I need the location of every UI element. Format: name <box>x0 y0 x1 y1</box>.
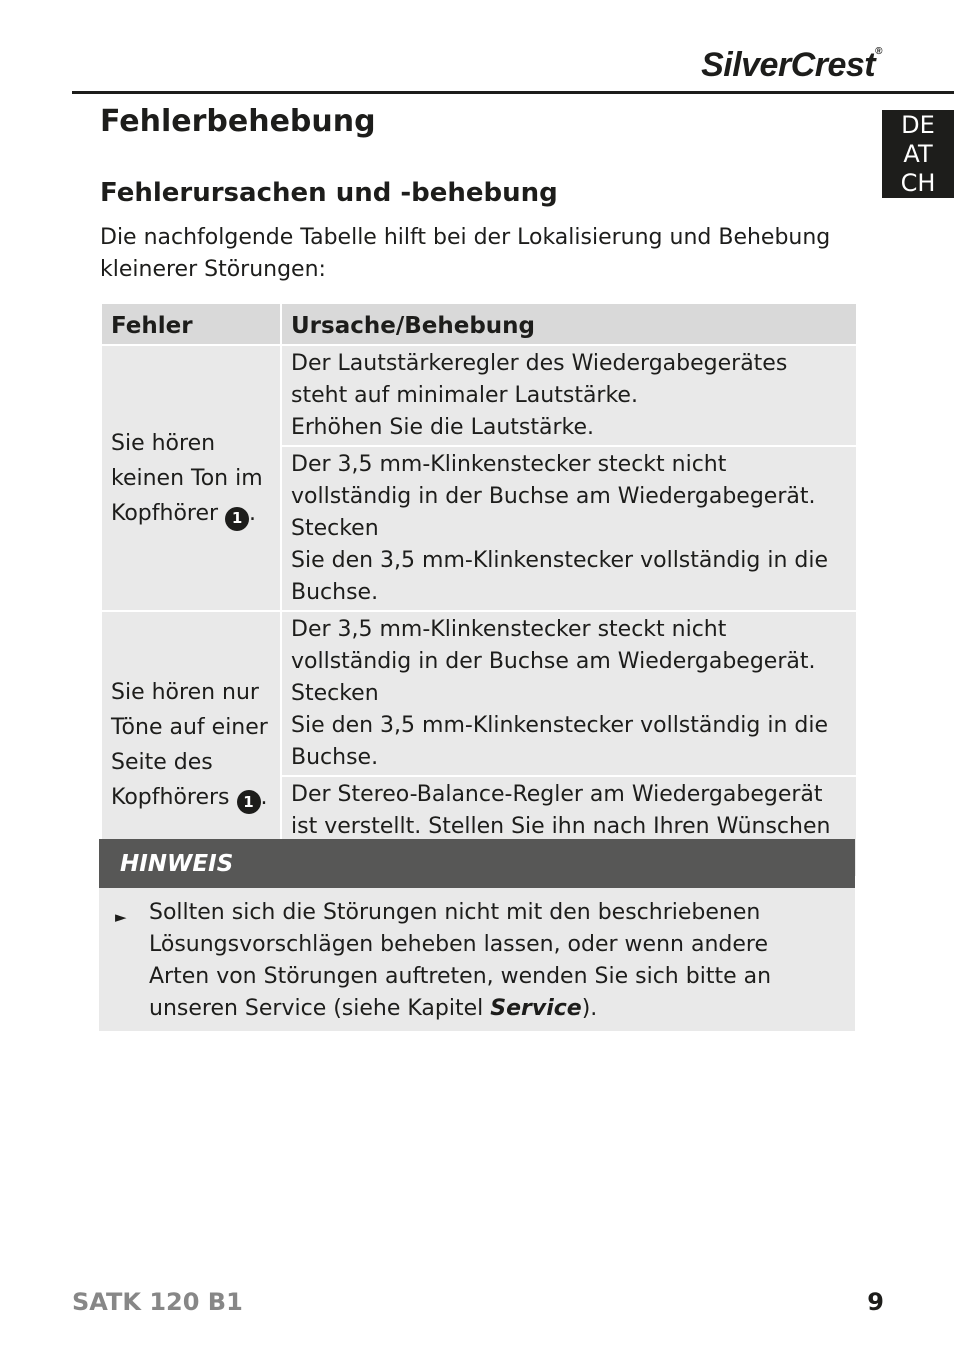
intro-text: Die nachfolgende Tabelle hilft bei der Lokalisierung und Behebung kleinerer Störungen: <box>100 225 831 282</box>
remedy-text: Sie den 3,5 mm-Klinkenstecker vollständig in die Buchse. <box>291 548 829 605</box>
section-title: Fehlerursachen und -behebung <box>100 178 558 208</box>
brand-name: SilverCrest <box>701 46 876 84</box>
note-header: HINWEIS <box>99 839 855 888</box>
item-number-badge: 1 <box>225 507 249 531</box>
troubleshooting-table <box>100 302 858 878</box>
cause-text: Der 3,5 mm-Klinkenstecker steckt nicht vollständig in der Buchse am Wiedergabegerät. Stecken <box>291 617 816 706</box>
note-text-main: Sollten sich die Störungen nicht mit den beschriebenen Lösungsvorschlägen beheben lassen, oder wenn andere Arten von Störungen auftreten, wenden Sie sich bitte an unseren Service (siehe Kapitel <box>149 900 772 1021</box>
bullet-arrow-icon: ► <box>115 908 127 926</box>
table-row <box>101 611 857 776</box>
fehler-text: Sie hören nur Töne auf einer Seite des Kopfhörers <box>111 679 268 810</box>
note-body <box>99 888 855 1031</box>
fehler-text: Sie hören keinen Ton im Kopfhörer <box>111 431 263 526</box>
remedy-text: Erhöhen Sie die Lautstärke. <box>291 415 594 440</box>
page-title: Fehlerbehebung <box>100 104 376 139</box>
note-text-end: ). <box>581 996 598 1021</box>
service-chapter-link[interactable]: Service <box>490 996 582 1021</box>
column-header-ursache: Ursache/Behebung <box>281 303 857 345</box>
column-header-fehler: Fehler <box>101 303 281 345</box>
cause-cell <box>281 611 857 776</box>
remedy-text: Sie den 3,5 mm-Klinkenstecker vollständig in die Buchse. <box>291 713 829 770</box>
brand-logo <box>701 46 882 85</box>
table-header-row <box>101 303 857 345</box>
fehler-cell: Sie hören nur Töne auf einer Seite des Kopfhörers 1 . <box>101 611 281 877</box>
fehler-cell: Sie hören keinen Ton im Kopfhörer 1 . <box>101 345 281 611</box>
cause-text: Der Lautstärkeregler des Wiedergabegerätes steht auf minimaler Lautstärke. <box>291 351 788 408</box>
cause-text: Der Stereo-Balance-Regler am Wiedergabegerät ist verstellt. Stellen Sie ihn nach Ihren Wünschen <box>291 782 831 839</box>
item-number-badge: 1 <box>237 790 261 814</box>
registered-mark: ® <box>875 46 882 57</box>
lang-de: DE <box>901 111 935 139</box>
lang-at: AT <box>903 140 933 168</box>
cause-cell <box>281 446 857 611</box>
cause-cell <box>281 345 857 446</box>
note-text <box>149 897 835 1025</box>
table-row <box>101 345 857 446</box>
footer-model: SATK 120 B1 <box>72 1288 243 1316</box>
lang-ch: CH <box>900 169 936 197</box>
header-rule <box>72 91 954 94</box>
cause-text: Der 3,5 mm-Klinkenstecker steckt nicht vollständig in der Buchse am Wiedergabegerät. Stecken <box>291 452 816 541</box>
language-tab <box>882 110 954 198</box>
page-number: 9 <box>867 1288 884 1316</box>
